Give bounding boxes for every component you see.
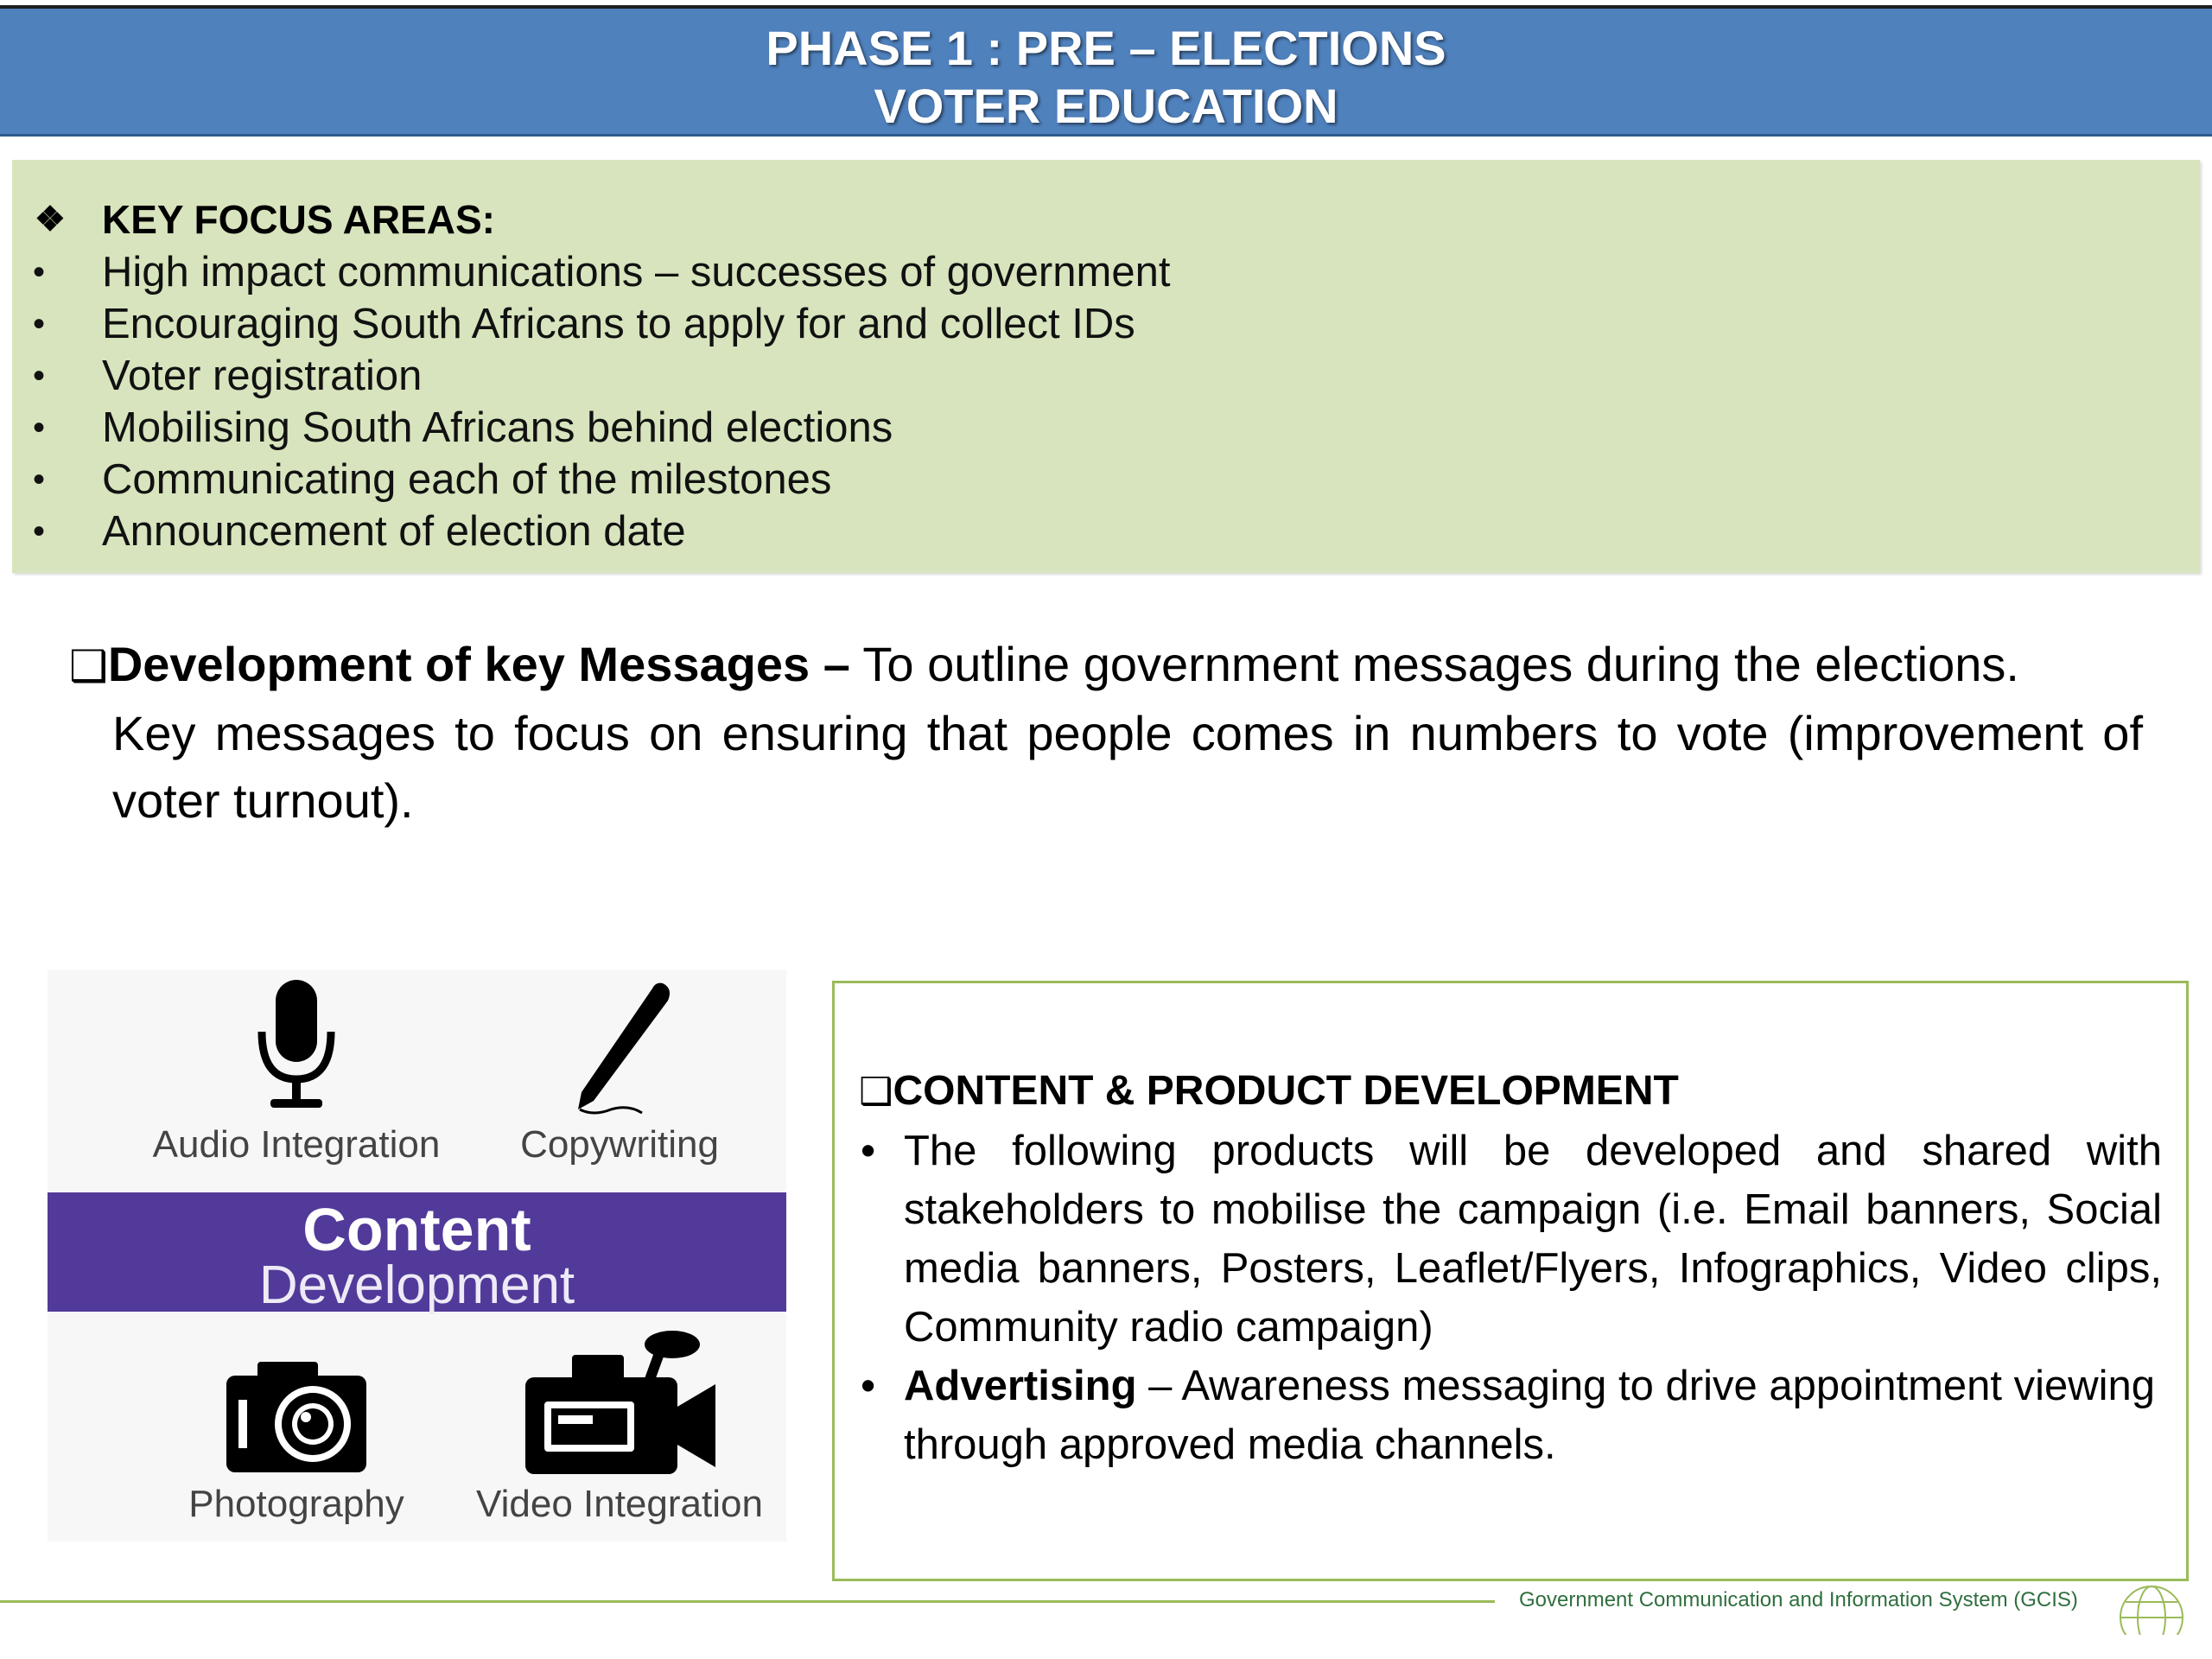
diamond-bullet-icon: ❖ xyxy=(35,200,66,238)
bullet-icon: • xyxy=(33,305,46,343)
advertising-label: Advertising xyxy=(904,1363,1137,1409)
photography-item xyxy=(124,1357,469,1527)
copywriting-item xyxy=(447,980,792,1167)
key-messages-title: Development of key Messages – xyxy=(107,637,850,691)
list-item: • High impact communications – successes of government xyxy=(12,246,2200,298)
audio-integration-item xyxy=(124,980,469,1167)
bullet-icon: • xyxy=(861,1363,876,1409)
header-title-line2: VOTER EDUCATION xyxy=(874,79,1338,133)
key-messages-text2: Key messages to focus on ensuring that people comes in numbers to vote (improvement of voter turnout). xyxy=(112,706,2143,828)
globe-logo-icon xyxy=(2117,1583,2186,1635)
content-product-box xyxy=(832,981,2189,1581)
list-item: • Announcement of election date xyxy=(12,505,2200,557)
key-focus-heading xyxy=(12,189,2200,250)
video-camera-icon xyxy=(520,1329,719,1478)
footer-organisation: Government Communication and Information System (GCIS) xyxy=(1519,1588,2078,1611)
list-item: • Encouraging South Africans to apply for and collect IDs xyxy=(12,298,2200,350)
list-item: • Communicating each of the milestones xyxy=(12,454,2200,505)
slide-header xyxy=(0,5,2212,137)
list-item xyxy=(859,1122,2162,1357)
copywriting-label: Copywriting xyxy=(520,1123,719,1166)
microphone-icon xyxy=(249,980,344,1118)
advertising-text: – Awareness messaging to drive appointment viewing through approved media channels. xyxy=(904,1363,2156,1468)
key-messages-text1: To outline government messages during the elections. xyxy=(862,637,2019,691)
content-development-graphic xyxy=(48,969,786,1541)
banner-line2: Development xyxy=(258,1255,575,1315)
list-item: • Mobilising South Africans behind elections xyxy=(12,402,2200,454)
banner-line1: Content xyxy=(302,1196,531,1263)
footer-divider xyxy=(0,1600,1495,1603)
key-messages-paragraph xyxy=(69,631,2143,835)
content-development-banner xyxy=(48,1192,786,1315)
header-title-line1: PHASE 1 : PRE – ELECTIONS xyxy=(766,21,1446,75)
bullet-icon: • xyxy=(33,512,46,550)
checkbox-bullet-icon: ❑ xyxy=(859,1070,893,1114)
list-item xyxy=(859,1357,2162,1474)
camera-icon xyxy=(223,1357,370,1478)
list-item: • Voter registration xyxy=(12,350,2200,402)
video-integration-item xyxy=(447,1329,792,1527)
pen-icon xyxy=(559,980,680,1118)
checkbox-bullet-icon: ❑ xyxy=(69,641,108,691)
video-integration-label: Video Integration xyxy=(476,1483,763,1525)
photography-label: Photography xyxy=(188,1483,404,1525)
bullet-icon: • xyxy=(33,253,46,291)
audio-integration-label: Audio Integration xyxy=(152,1123,441,1166)
content-product-heading xyxy=(859,1061,1679,1122)
bullet-icon: • xyxy=(33,357,46,395)
key-focus-title: KEY FOCUS AREAS: xyxy=(102,197,495,242)
products-item1-text: The following products will be developed and shared with stakeholders to mobilise the campaign (i.e. Email banners, Social media banners, Posters, Leaflet/Flyers, Infographics, Video clips, Community radio campaign) xyxy=(904,1128,2162,1351)
bullet-icon: • xyxy=(33,461,46,499)
content-product-title: CONTENT & PRODUCT DEVELOPMENT xyxy=(893,1068,1679,1114)
key-focus-list xyxy=(12,246,2200,557)
bullet-icon: • xyxy=(861,1128,876,1174)
key-focus-panel xyxy=(12,160,2200,573)
content-product-list xyxy=(859,1122,2162,1474)
bullet-icon: • xyxy=(33,409,46,447)
